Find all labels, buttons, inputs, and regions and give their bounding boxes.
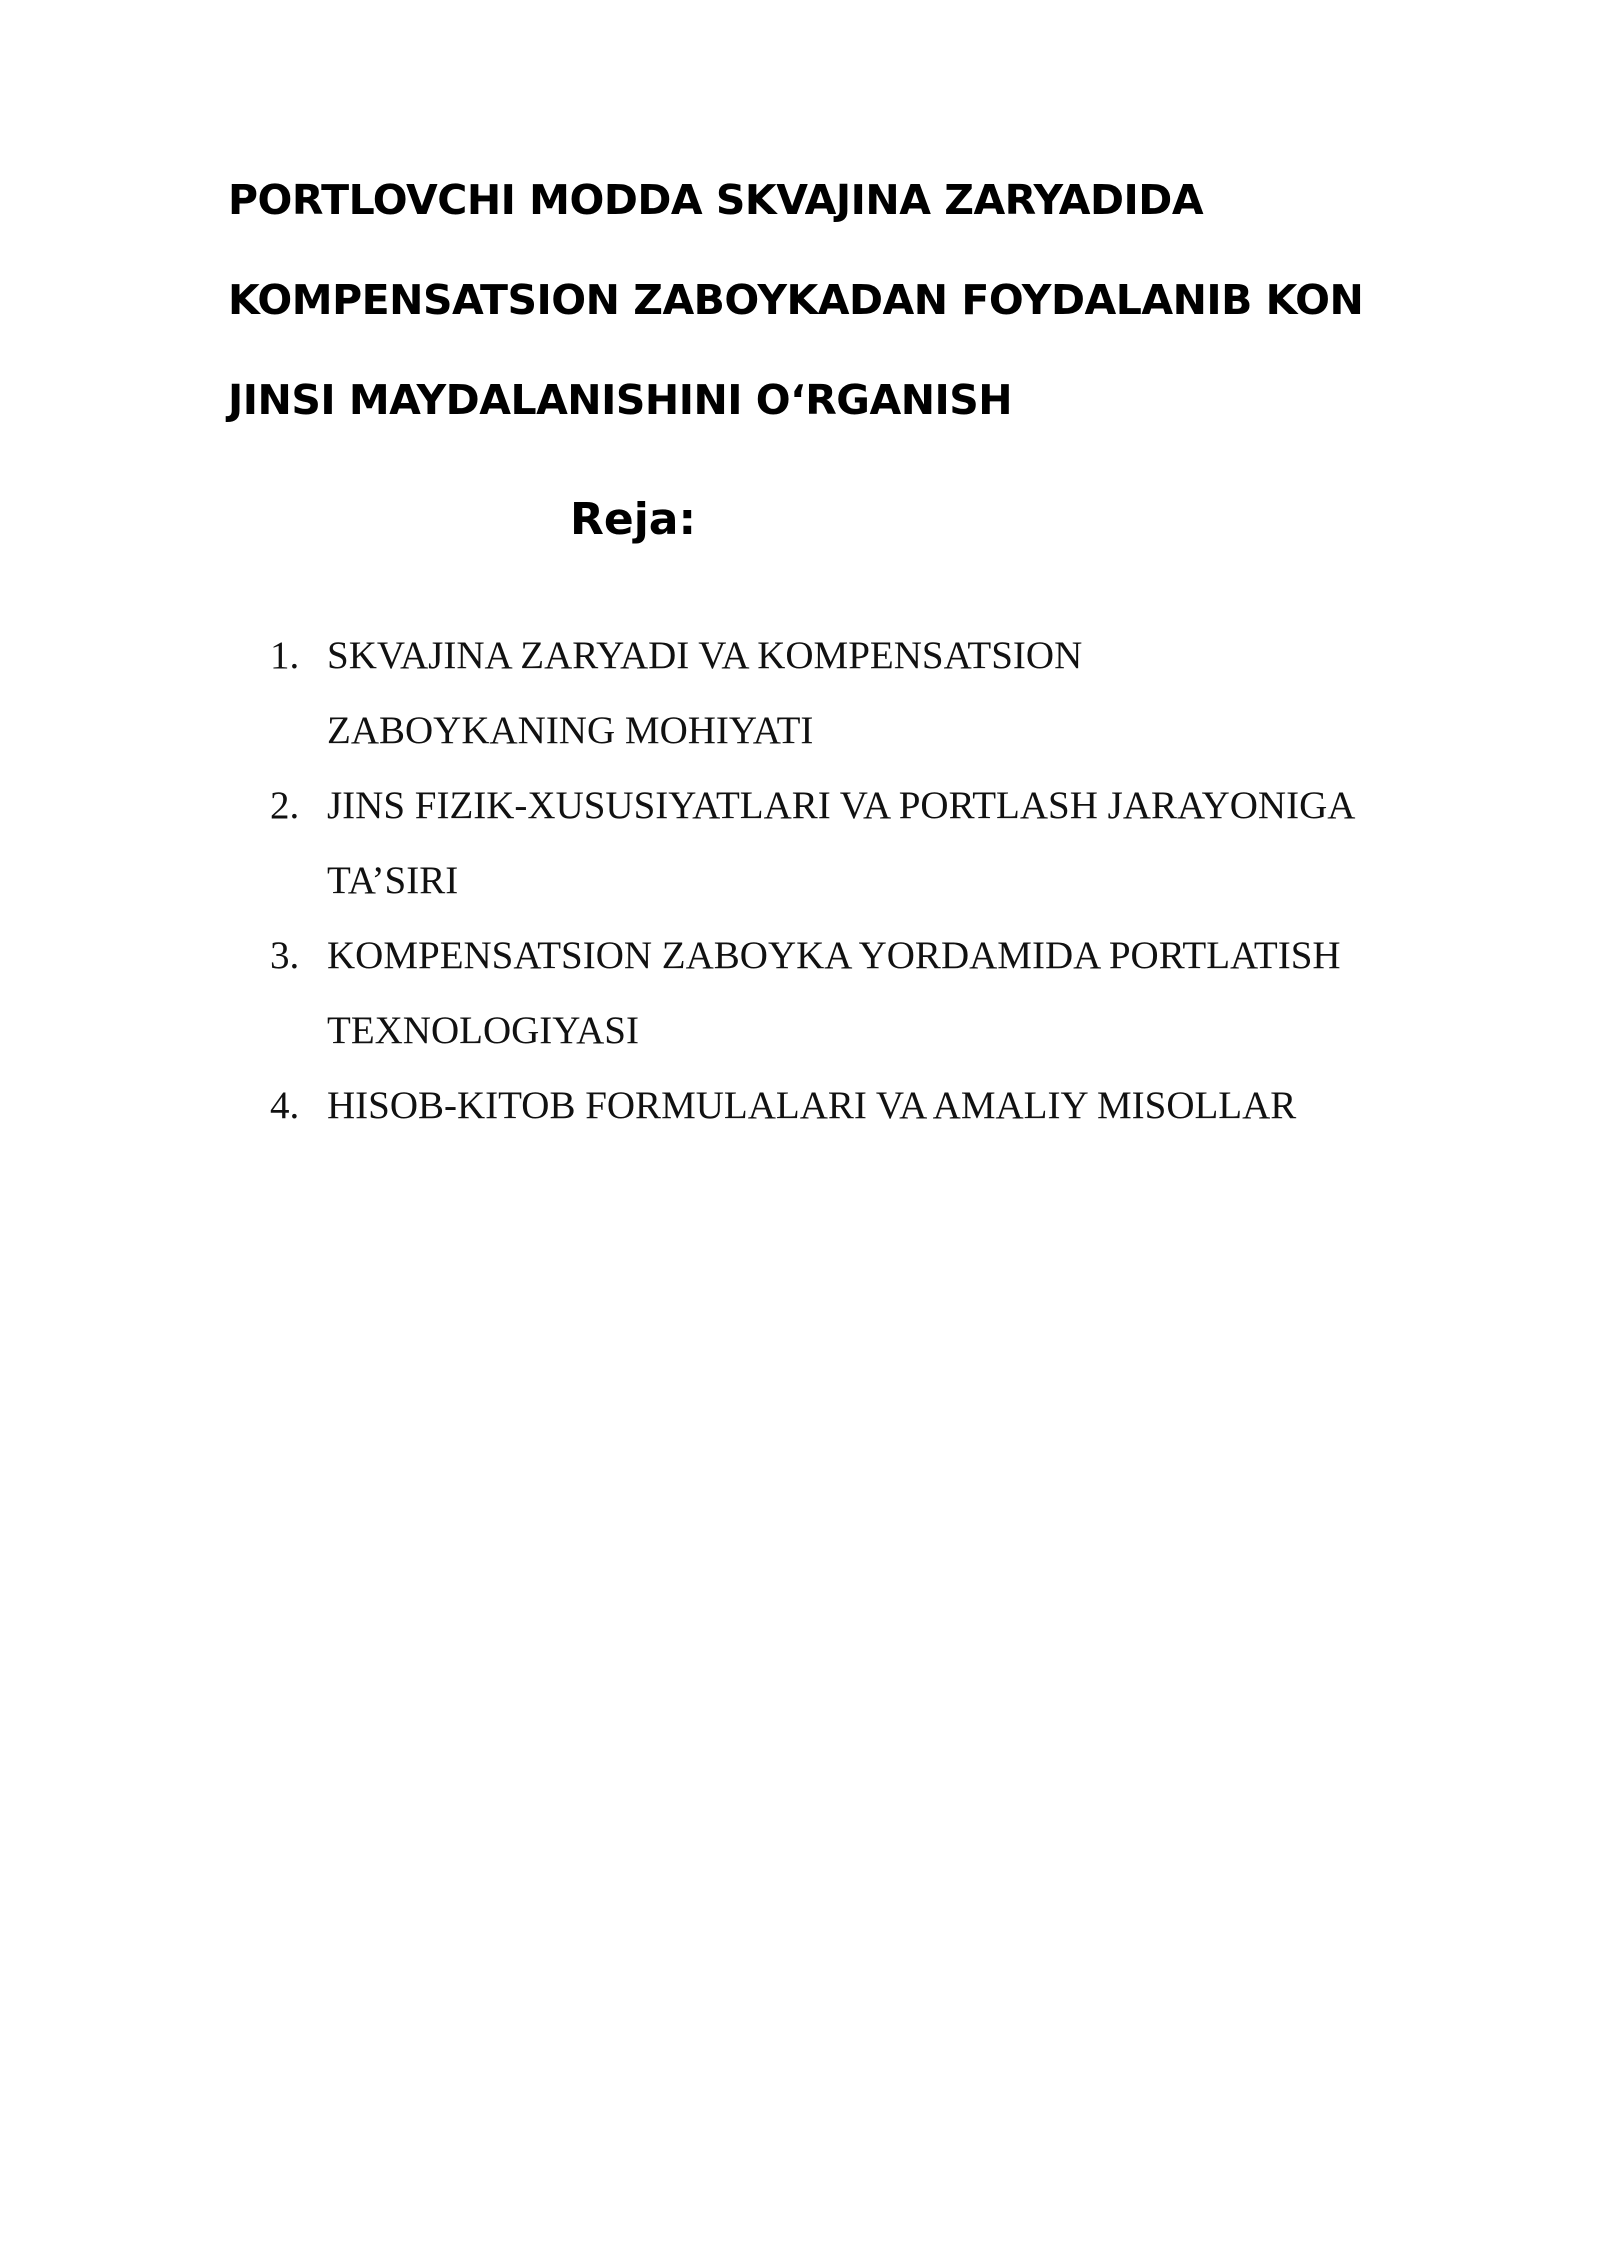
title-line: PORTLOVCHI MODDA SKVAJINA ZARYADIDA [228,176,1204,224]
plan-list [270,618,1500,1143]
plan-item-text [327,1068,1500,1143]
plan-item [270,918,1500,1068]
plan-item [270,768,1500,918]
plan-item-text [327,918,1500,1068]
plan-item-number: 4. [270,1084,300,1127]
plan-item-number: 1. [270,634,300,677]
document-title [228,150,1448,450]
plan-item-text [327,768,1500,918]
title-line: KOMPENSATSION ZABOYKADAN FOYDALANIB KON [228,276,1364,324]
plan-item-number: 2. [270,784,300,827]
title-line: JINSI MAYDALANISHINI O‘RGANISH [228,376,1013,424]
plan-item-line: SKVAJINA ZARYADI VA KOMPENSATSION [327,634,1083,677]
plan-item [270,618,1500,768]
plan-item-line: KOMPENSATSION ZABOYKA YORDAMIDA PORTLATISH [327,934,1341,977]
plan-item-text [327,618,1500,768]
plan-item-line: JINS FIZIK-XUSUSIYATLARI VA PORTLASH JARAYONIGA [327,784,1356,827]
plan-item-number: 3. [270,934,300,977]
plan-item-line: HISOB-KITOB FORMULALARI VA AMALIY MISOLLAR [327,1084,1297,1127]
plan-heading: Reja: [570,494,697,545]
plan-item-line: ZABOYKANING MOHIYATI [327,709,814,752]
plan-item-line: TEXNOLOGIYASI [327,1009,639,1052]
plan-item [270,1068,1500,1143]
plan-item-line: TA’SIRI [327,859,459,902]
